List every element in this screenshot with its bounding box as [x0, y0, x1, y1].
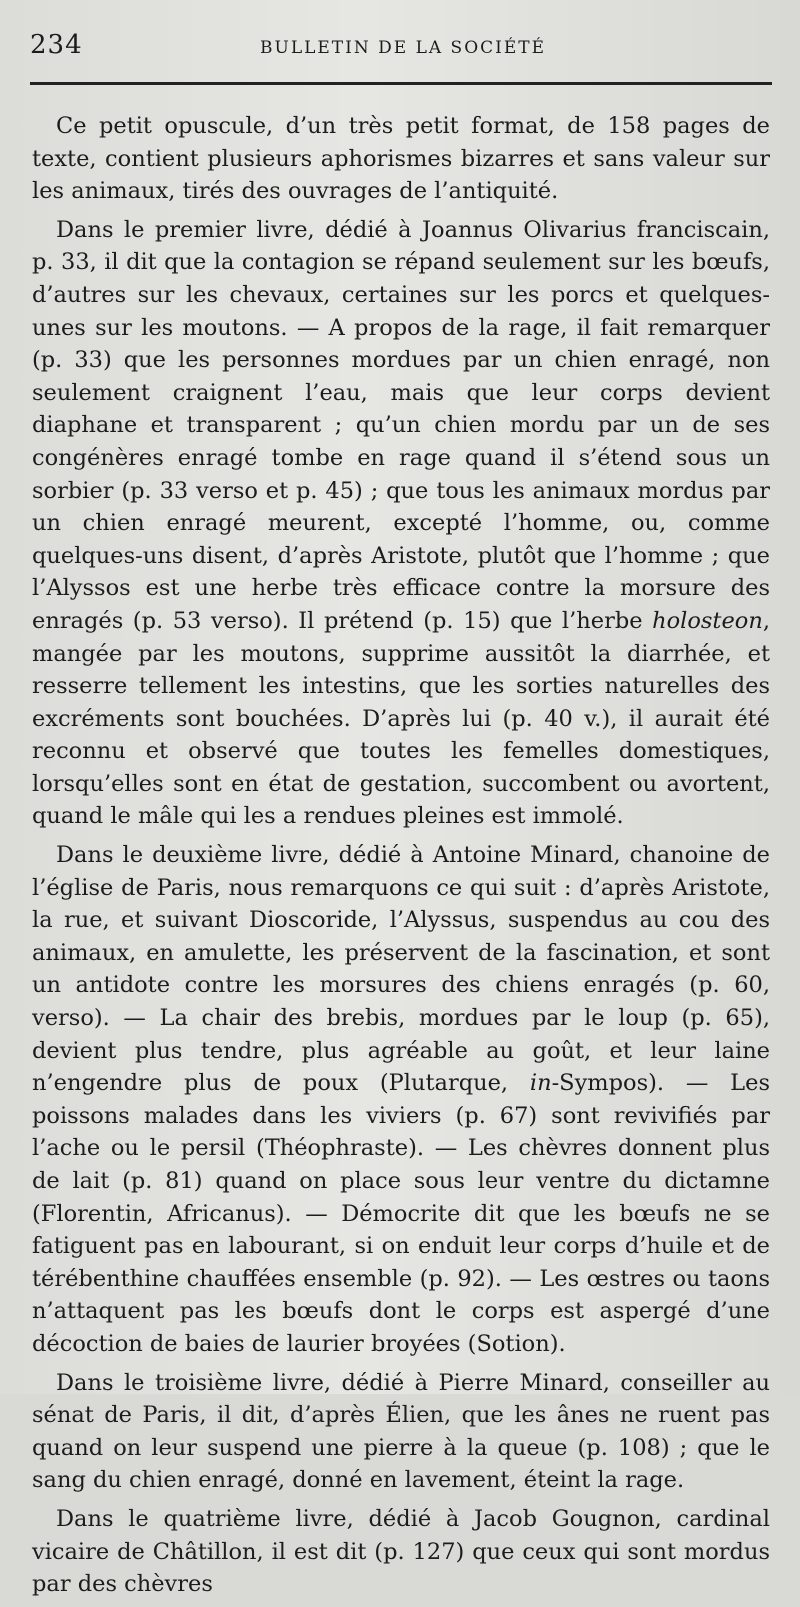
paragraph-1	[32, 110, 770, 208]
body-text	[32, 110, 770, 1607]
paragraph-3	[32, 839, 770, 1361]
header-rule	[30, 82, 772, 85]
paragraph-5	[32, 1503, 770, 1601]
paragraph-3-text-a: Dans le deuxième livre, dédié à Antoine Minard, chanoine de l’église de Paris, nous remarquons ce qui suit : d’après Aristote, la rue, et suivant Dioscoride, l’Alyssus, suspendus au cou des animaux, en amulette, les préservent de la fascination, et sont un antidote contre les morsures des chiens enragés (p. 60, verso). — La chair des brebis, mordues par le loup (p. 65), devient plus tendre, plus agréable au goût, et leur laine n’engendre plus de poux (Plutarque,	[32, 842, 770, 1097]
paragraph-2-text-a: Dans le premier livre, dédié à Joannus Olivarius franciscain, p. 33, il dit que la contagion se répand seulement sur les bœufs, d’autres sur les chevaux, certaines sur les porcs et quelques-unes sur les moutons. — A propos de la rage, il fait remarquer (p. 33) que les personnes mordues par un chien enragé, non seulement craignent l’eau, mais que leur corps devient diaphane et transparent ; qu’un chien mordu par un de ses congénères enragé tombe en rage quand il s’étend sous un sorbier (p. 33 verso et p. 45) ; que tous les animaux mordus par un chien enragé meurent, excepté l’homme, ou, comme quelques-uns disent, d’après Aristote, plutôt que l’homme ; que l’Alyssos est une herbe très efficace contre la morsure des enragés (p. 53 verso). Il prétend (p. 15) que l’herbe	[32, 216, 770, 634]
paragraph-5-text: Dans le quatrième livre, dédié à Jacob Gougnon, cardinal vicaire de Châtillon, il est dit (p. 127) que ceux qui sont mordus par des chèvres	[32, 1505, 770, 1598]
running-title: BULLETIN DE LA SOCIÉTÉ	[260, 38, 547, 58]
paragraph-3-italic: in	[529, 1070, 552, 1097]
paragraph-2-text-b: , mangée par les moutons, supprime aussitôt la diarrhée, et resserre tellement les intestins, que les sorties naturelles des excréments sont bouchées. D’après lui (p. 40 v.), il aurait été reconnu et observé que toutes les femelles domestiques, lorsqu’elles sont en état de gestation, succombent ou avortent, quand le mâle qui les a rendues pleines est immolé.	[32, 607, 770, 830]
paragraph-1-text: Ce petit opuscule, d’un très petit format, de 158 pages de texte, contient plusieurs aphorismes bizarres et sans valeur sur les animaux, tirés des ouvrages de l’antiquité.	[32, 113, 770, 205]
paragraph-4-text: Dans le troisième livre, dédié à Pierre Minard, conseiller au sénat de Paris, il dit, d’après Élien, que les ânes ne ruent pas quand on leur suspend une pierre à la queue (p. 108) ; que le sang du chien enragé, donné en lavement, éteint la rage.	[32, 1369, 770, 1494]
page-number: 234	[30, 30, 83, 60]
paragraph-2-italic: holosteon	[652, 607, 763, 634]
page-header	[30, 30, 770, 70]
paragraph-3-text-b: -Sympos). — Les poissons malades dans les viviers (p. 67) sont revivifiés par l’ache ou le persil (Théophraste). — Les chèvres donnent plus de lait (p. 81) quand on place sous leur ventre du dictamne (Florentin, Africanus). — Démocrite dit que les bœufs ne se fatiguent pas en labourant, si on enduit leur corps d’huile et de térébenthine chauffées ensemble (p. 92). — Les œstres ou taons n’attaquent pas les bœufs dont le corps est aspergé d’une décoction de baies de laurier broyées (Sotion).	[32, 1070, 770, 1357]
paragraph-4	[32, 1367, 770, 1497]
paragraph-2	[32, 214, 770, 833]
